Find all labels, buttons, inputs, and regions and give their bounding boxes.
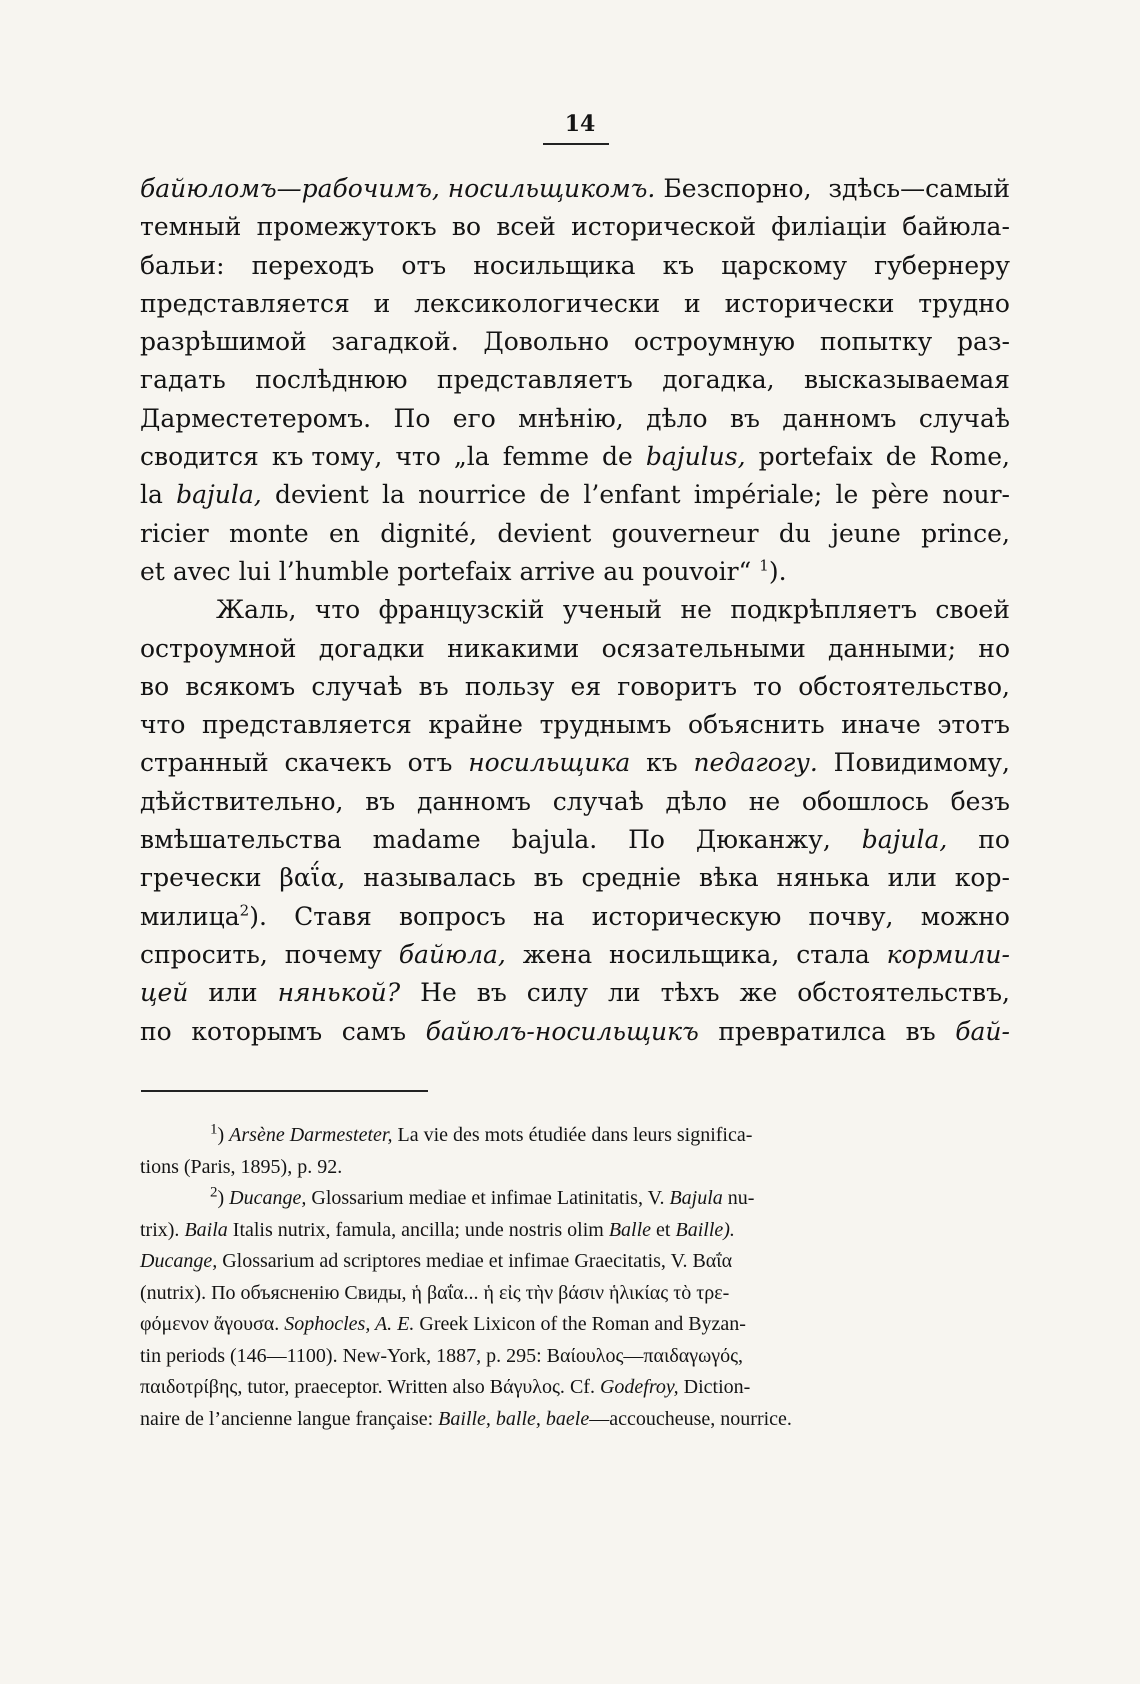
- word: не: [680, 595, 712, 625]
- note-text: tin periods (146—1100). New-York, 1887, p. 295:: [140, 1344, 547, 1367]
- word: portefaix: [758, 442, 873, 472]
- word: nour-: [942, 480, 1010, 510]
- italic-term: байюла,: [398, 939, 506, 969]
- footnote-2-line-4: [140, 1278, 1010, 1310]
- word: превратилса: [718, 1016, 887, 1046]
- word: не: [748, 786, 781, 816]
- text-line-18: [140, 821, 1010, 859]
- word: исторической: [571, 212, 757, 242]
- footnote-rule: [141, 1090, 428, 1092]
- word: почему: [284, 939, 382, 969]
- note-greek: Βαΐα: [692, 1250, 733, 1272]
- note-text: trix).: [140, 1218, 185, 1241]
- word: мнѣнію,: [518, 403, 624, 433]
- word: догадка,: [662, 365, 775, 395]
- word: βαΐα,: [279, 863, 346, 893]
- word: филіаціи: [771, 212, 888, 242]
- word: la: [382, 480, 405, 510]
- word: что: [395, 442, 441, 472]
- footnote-2-line-8: [140, 1404, 1010, 1436]
- text-line-19: [140, 859, 1010, 897]
- word: impériale;: [693, 480, 823, 510]
- word: femme: [502, 442, 589, 472]
- italic-term: педагогу.: [693, 748, 818, 778]
- text-line-20: [140, 898, 1010, 936]
- word: крайне: [428, 710, 523, 740]
- word: переходъ: [251, 250, 375, 280]
- note-text: naire de l’ancienne langue française:: [140, 1407, 439, 1430]
- word: и: [373, 288, 391, 318]
- word: безъ: [950, 786, 1010, 816]
- word: de: [539, 480, 571, 510]
- note-term: Baille).: [675, 1218, 735, 1241]
- italic-term: цей: [140, 978, 189, 1008]
- word: обошлось: [801, 786, 929, 816]
- word: jeune: [831, 518, 901, 548]
- word: иначе: [841, 710, 921, 740]
- footnote-1-line-2: [140, 1152, 1010, 1184]
- word: данномъ: [782, 403, 897, 433]
- word: милица: [140, 901, 240, 931]
- word: пользу: [464, 671, 555, 701]
- word: во: [451, 212, 482, 242]
- word: байюла-: [902, 212, 1010, 242]
- word: что: [140, 710, 186, 740]
- text-line-7: [140, 400, 1010, 438]
- text-line-22: [140, 974, 1010, 1012]
- italic-term: bajula,: [861, 825, 948, 855]
- word: ).: [249, 901, 267, 931]
- word: стала: [796, 939, 870, 969]
- note-text: nu-: [722, 1187, 755, 1209]
- word: къ: [646, 748, 678, 778]
- word: ея: [570, 671, 602, 701]
- word: остроумную: [633, 327, 796, 357]
- word-with-footnote: [642, 553, 786, 591]
- body-text: [140, 170, 1010, 1051]
- text-line-12: [140, 591, 1010, 629]
- word: devient: [274, 480, 369, 510]
- note-text: tutor, praeceptor. Written also: [242, 1376, 490, 1398]
- word: или: [887, 863, 937, 893]
- note-text: tions (Paris, 1895), p. 92.: [140, 1155, 343, 1178]
- word: случаѣ: [918, 403, 1010, 433]
- word: pouvoir“: [642, 556, 752, 586]
- word: la: [140, 480, 163, 510]
- word-with-footnote: [140, 898, 267, 936]
- word: отъ: [401, 250, 447, 280]
- word: и: [684, 288, 701, 318]
- word: дѣло: [665, 786, 727, 816]
- word: дѣйствительно,: [140, 786, 344, 816]
- note-author: Sophocles, A. E.: [284, 1313, 415, 1335]
- word: en: [329, 518, 360, 548]
- note-author: Ducange,: [229, 1187, 307, 1209]
- word: спросить,: [140, 939, 268, 969]
- word: père: [871, 480, 930, 510]
- word: lui: [238, 556, 271, 586]
- word: царскому: [721, 250, 848, 280]
- word: въ: [365, 786, 396, 816]
- footnote-2-line-5: [140, 1309, 1010, 1341]
- word: же: [739, 978, 778, 1008]
- italic-term: байюломъ—рабочимъ, носильщикомъ.: [140, 174, 656, 203]
- word: можно: [920, 901, 1010, 931]
- word: кор-: [954, 863, 1010, 893]
- note-text: ): [217, 1187, 230, 1209]
- word: всякомъ: [185, 671, 296, 701]
- footnote-2-line-3: [140, 1246, 1010, 1278]
- word: de: [885, 442, 917, 472]
- footnote-ref-2: 2: [239, 901, 250, 920]
- word: случаѣ: [311, 671, 403, 701]
- word: жена: [522, 939, 593, 969]
- note-author: Ducange,: [140, 1250, 218, 1272]
- word: почву,: [808, 901, 894, 931]
- footnote-marker-2: 2: [210, 1184, 218, 1201]
- word: труднымъ: [539, 710, 672, 740]
- footnote-marker-1: 1: [210, 1121, 218, 1138]
- word: въ: [905, 1016, 936, 1046]
- word: или: [208, 978, 258, 1008]
- italic-term: носильщика: [468, 748, 631, 778]
- text-line-14: [140, 668, 1010, 706]
- word: отъ: [407, 748, 453, 778]
- word: prince,: [921, 518, 1010, 548]
- word: въ: [476, 978, 507, 1008]
- word: загадкой.: [331, 327, 459, 357]
- note-text: (nutrix). По объясненію Свиды,: [140, 1281, 412, 1304]
- footnote-2-line-1: [140, 1183, 1010, 1215]
- word: въ: [729, 403, 760, 433]
- italic-term: нянькой?: [277, 978, 401, 1008]
- italic-term: bajula,: [176, 480, 262, 510]
- word: Жаль,: [216, 595, 297, 625]
- word: данными;: [827, 633, 957, 663]
- word: которымъ: [191, 1016, 323, 1046]
- word: высказываемая: [804, 365, 1010, 395]
- word: monte: [229, 518, 309, 548]
- text-line-4: [140, 285, 1010, 323]
- word: madame: [372, 825, 481, 855]
- note-greek: Βαίουλος—παιδαγωγός,: [546, 1344, 743, 1367]
- word: трудно: [918, 288, 1010, 318]
- word: остроумной: [140, 633, 297, 663]
- word: говоритъ: [617, 671, 737, 701]
- text-line-2: [140, 208, 1010, 246]
- word: обстоятельство,: [798, 671, 1010, 701]
- note-text: Diction-: [678, 1376, 751, 1398]
- note-text: Glossarium ad scriptores mediae et infimae Graecitatis, V.: [217, 1250, 693, 1272]
- footnote-1-line-1: [140, 1120, 1010, 1152]
- word: носильщика: [473, 250, 636, 280]
- word: къ тому,: [271, 442, 383, 472]
- word: l’enfant: [583, 480, 681, 510]
- word: представляется: [140, 288, 350, 318]
- word: странный: [140, 748, 269, 778]
- word: По: [628, 825, 665, 855]
- word: Безспорно,: [663, 174, 812, 203]
- text-line-3: [140, 247, 1010, 285]
- word: промежутокъ: [256, 212, 437, 242]
- italic-term: bajulus,: [645, 442, 746, 472]
- word: никакими: [447, 633, 580, 663]
- word: своей: [935, 595, 1010, 625]
- footnote-2-line-6: [140, 1341, 1010, 1373]
- word: вопросъ: [398, 901, 506, 931]
- text-line-13: [140, 630, 1010, 668]
- word: Ставя: [294, 901, 372, 931]
- word: послѣднюю: [255, 365, 408, 395]
- word: то: [753, 671, 783, 701]
- word: ли: [608, 978, 641, 1008]
- word: gouverneur: [611, 518, 759, 548]
- note-text: La vie des mots étudiée dans leurs significa-: [392, 1124, 753, 1146]
- word: Rome,: [929, 442, 1010, 472]
- note-text: et: [651, 1218, 676, 1241]
- word: сводится: [140, 442, 259, 472]
- word: по: [978, 825, 1010, 855]
- text-line-16: [140, 744, 1010, 782]
- word: представляется: [202, 710, 412, 740]
- note-greek: Βάγυλος.: [489, 1376, 565, 1398]
- footnote-ref-1: 1: [759, 556, 769, 575]
- italic-term: кормили-: [886, 939, 1010, 969]
- note-term: Baila: [184, 1218, 228, 1241]
- word: гречески: [140, 863, 262, 893]
- text-line-23: [140, 1013, 1010, 1051]
- word: носильщика,: [609, 939, 780, 969]
- footnote-2-line-7: [140, 1372, 1010, 1404]
- word: что: [314, 595, 361, 625]
- word: случаѣ: [552, 786, 644, 816]
- text-line-17: [140, 783, 1010, 821]
- page-number-rule: [543, 143, 609, 145]
- word: du: [778, 518, 811, 548]
- text-line-6: [140, 361, 1010, 399]
- page-number: 14: [564, 111, 596, 137]
- word: по: [140, 1016, 172, 1046]
- word: во: [140, 671, 170, 701]
- word: силу: [526, 978, 589, 1008]
- word: всей: [496, 212, 556, 242]
- word: на: [532, 901, 565, 931]
- text-line-21: [140, 936, 1010, 974]
- word: историческую: [591, 901, 782, 931]
- note-text: Italis nutrix, famula, ancilla; unde nostris olim: [227, 1218, 609, 1241]
- note-author: Arsène Darmesteter,: [229, 1124, 393, 1146]
- word: de: [602, 442, 633, 472]
- text-line-9: [140, 476, 1010, 514]
- word: обстоятельствъ,: [797, 978, 1010, 1008]
- word: гадать: [140, 365, 226, 395]
- word: тѣхъ: [660, 978, 720, 1008]
- note-term: Baille, balle, baele: [438, 1407, 590, 1430]
- note-text: Greek Lixicon of the Roman and Byzan-: [414, 1313, 746, 1335]
- word: По: [393, 403, 431, 433]
- note-greek: παιδοτρίβης,: [140, 1376, 243, 1398]
- word: разрѣшимой: [140, 327, 307, 357]
- word: объяснить: [688, 710, 825, 740]
- word: догадки: [318, 633, 425, 663]
- word: въ: [418, 671, 449, 701]
- word: къ: [662, 250, 695, 280]
- footnotes: [140, 1120, 1010, 1435]
- word: попытку: [819, 327, 933, 357]
- word: лексикологически: [414, 288, 661, 318]
- word: представляетъ: [436, 365, 633, 395]
- note-term: Balle: [608, 1218, 652, 1241]
- note-author: Godefroy,: [599, 1376, 679, 1398]
- word: devient: [497, 518, 592, 548]
- word: исторически: [724, 288, 895, 318]
- word: nourrice: [418, 480, 527, 510]
- word: bajula.: [511, 825, 598, 855]
- word: его: [452, 403, 496, 433]
- word: здѣсь—самый: [828, 174, 1010, 203]
- note-greek: φόμενον ἄγουσα.: [140, 1313, 280, 1335]
- word: въ: [533, 863, 564, 893]
- word: Довольно: [483, 327, 610, 357]
- word: l’humble: [278, 556, 390, 586]
- word: вѣка: [698, 863, 759, 893]
- word: французскій: [378, 595, 545, 625]
- word: ученый: [562, 595, 663, 625]
- word: arrive: [519, 556, 596, 586]
- footnote-2-line-2: [140, 1215, 1010, 1247]
- word: самъ: [341, 1016, 406, 1046]
- word: avec: [172, 556, 231, 586]
- italic-term: бай-: [955, 1016, 1010, 1046]
- note-text: —accoucheuse, nourrice.: [589, 1407, 792, 1430]
- word: Не: [420, 978, 457, 1008]
- word: Повидимому,: [833, 748, 1010, 778]
- word: средніе: [581, 863, 682, 893]
- word: portefaix: [397, 556, 512, 586]
- word: губернеру: [874, 250, 1010, 280]
- word: скачекъ: [284, 748, 392, 778]
- word: этотъ: [937, 710, 1010, 740]
- word: le: [835, 480, 859, 510]
- text-line-11: [140, 553, 1010, 591]
- note-term: Bajula: [669, 1187, 723, 1209]
- word: бальи:: [140, 250, 225, 280]
- text-line-10: [140, 515, 1010, 553]
- text-line-5: [140, 323, 1010, 361]
- word: dignité,: [380, 518, 478, 548]
- word: ricier: [140, 518, 209, 548]
- note-text: ): [217, 1124, 230, 1146]
- word: et: [140, 556, 165, 586]
- text-line-8: [140, 438, 1010, 476]
- word: подкрѣпляетъ: [730, 595, 917, 625]
- word: Дарместетеромъ.: [140, 403, 372, 433]
- word: ).: [768, 556, 787, 586]
- word: Дюканжу,: [695, 825, 831, 855]
- word: данномъ: [416, 786, 531, 816]
- word: „la: [453, 442, 490, 472]
- text-line-15: [140, 706, 1010, 744]
- word: раз-: [957, 327, 1010, 357]
- word: вмѣшательства: [140, 825, 342, 855]
- note-text: Glossarium mediae et infimae Latinitatis, V.: [306, 1187, 670, 1209]
- word: но: [978, 633, 1010, 663]
- note-text: Cf.: [564, 1376, 600, 1398]
- italic-term: байюлъ-носильщикъ: [425, 1016, 699, 1046]
- word: называлась: [363, 863, 516, 893]
- text-line-1: [140, 170, 1010, 208]
- word: au: [603, 556, 635, 586]
- note-greek: ἡ βαΐα... ἡ εἰς τὴν βάσιν ἡλικίας τὸ τρε-: [411, 1281, 730, 1304]
- word: дѣло: [646, 403, 708, 433]
- word: нянька: [776, 863, 870, 893]
- word: осязательными: [601, 633, 806, 663]
- word: темный: [140, 212, 242, 242]
